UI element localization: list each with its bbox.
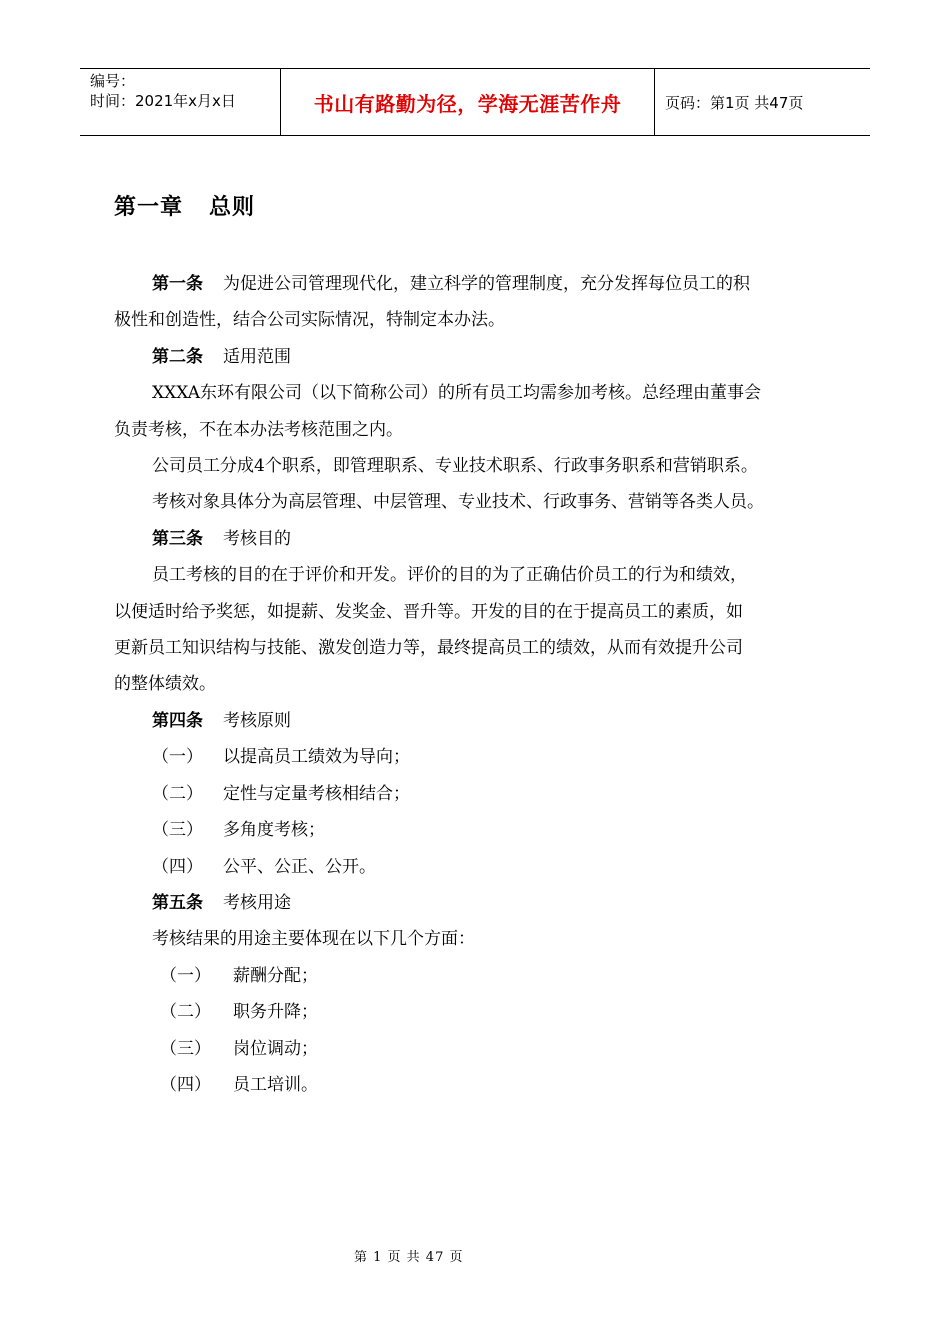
article-4-label: 第四条 xyxy=(152,710,203,731)
article-5-intro: 考核结果的用途主要体现在以下几个方面： xyxy=(152,929,475,950)
header-page-info: 页码：第1页 共47页 xyxy=(665,93,804,112)
article-2-p1-line-2: 负责考核，不在本办法考核范围之内。 xyxy=(114,419,403,440)
list-item xyxy=(114,739,836,775)
list-item-number: （四） xyxy=(160,1074,211,1095)
document-body xyxy=(114,266,836,1103)
article-5-heading xyxy=(114,885,836,921)
list-item-text: 定性与定量考核相结合； xyxy=(223,783,410,804)
number-label: 编号： xyxy=(90,72,136,90)
chapter-title xyxy=(114,190,255,221)
list-item-text: 以提高员工绩效为导向； xyxy=(223,747,410,768)
article-3-line-2: 以便适时给予奖惩，如提薪、发奖金、晋升等。开发的目的在于提高员工的素质，如 xyxy=(114,601,743,622)
list-item-text: 薪酬分配； xyxy=(233,965,318,986)
article-3-line-1: 员工考核的目的在于评价和开发。评价的目的为了正确估价员工的行为和绩效， xyxy=(152,565,747,586)
article-1-line-1 xyxy=(114,266,836,302)
article-3-label: 第三条 xyxy=(152,528,203,549)
chapter-number: 第一章 xyxy=(114,195,184,220)
article-2-heading xyxy=(114,339,836,375)
article-4-heading xyxy=(114,703,836,739)
list-item xyxy=(114,849,836,885)
document-header xyxy=(80,68,870,136)
list-item-number: （二） xyxy=(152,783,203,804)
list-item-number: （三） xyxy=(160,1038,211,1059)
article-1-line-2: 极性和创造性，结合公司实际情况，特制定本办法。 xyxy=(114,310,505,331)
list-item-number: （三） xyxy=(152,820,203,841)
article-5-label: 第五条 xyxy=(152,892,203,913)
article-2-p2: 公司员工分成4个职系，即管理职系、专业技术职系、行政事务职系和营销职系。 xyxy=(152,456,758,477)
list-item-number: （一） xyxy=(152,747,203,768)
list-item xyxy=(114,812,836,848)
article-2-title: 适用范围 xyxy=(223,346,291,367)
list-item-text: 岗位调动； xyxy=(233,1038,318,1059)
list-item-text: 职务升降； xyxy=(233,1002,318,1023)
list-item-number: （二） xyxy=(160,1002,211,1023)
article-5-title: 考核用途 xyxy=(223,892,291,913)
time-label: 时间：2021年x月x日 xyxy=(90,92,236,110)
article-2-label: 第二条 xyxy=(152,346,203,367)
article-4-title: 考核原则 xyxy=(223,710,291,731)
article-3-line-3: 更新员工知识结构与技能、激发创造力等，最终提高员工的绩效，从而有效提升公司 xyxy=(114,638,743,659)
list-item-text: 公平、公正、公开。 xyxy=(223,856,376,877)
article-2-p1-line-1: XXXA东环有限公司（以下简称公司）的所有员工均需参加考核。总经理由董事会 xyxy=(152,383,761,404)
list-item-number: （四） xyxy=(152,856,203,877)
list-item xyxy=(114,776,836,812)
header-motto: 书山有路勤为径，学海无涯苦作舟 xyxy=(281,69,655,135)
article-3-heading xyxy=(114,521,836,557)
list-item-text: 多角度考核； xyxy=(223,820,325,841)
chapter-name: 总则 xyxy=(209,195,256,220)
list-item xyxy=(114,958,836,994)
article-2-p3: 考核对象具体分为高层管理、中层管理、专业技术、行政事务、营销等各类人员。 xyxy=(152,492,764,513)
header-meta-cell xyxy=(80,69,281,135)
page-footer: 第 1 页 共 47 页 xyxy=(354,1250,464,1265)
article-1-label: 第一条 xyxy=(152,274,203,294)
list-item xyxy=(114,1031,836,1067)
list-item xyxy=(114,994,836,1030)
article-3-title: 考核目的 xyxy=(223,528,291,549)
list-item-number: （一） xyxy=(160,965,211,986)
article-3-line-4: 的整体绩效。 xyxy=(114,674,216,695)
list-item-text: 员工培训。 xyxy=(233,1074,318,1095)
list-item xyxy=(114,1067,836,1103)
article-1-text: 为促进公司管理现代化，建立科学的管理制度，充分发挥每位员工的积 xyxy=(223,274,750,294)
